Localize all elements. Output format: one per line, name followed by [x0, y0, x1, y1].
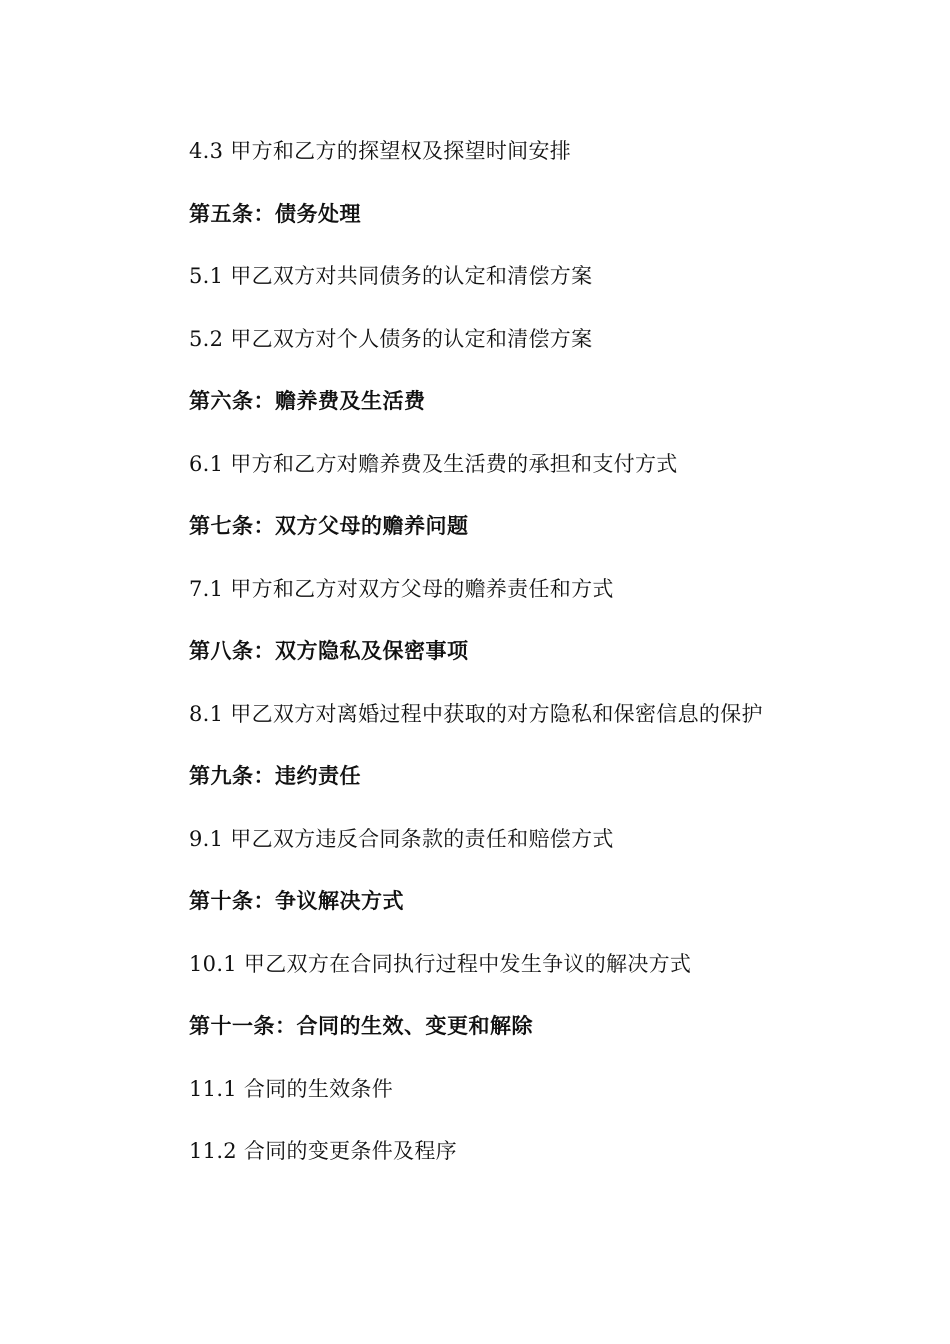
clause-item-11-2: 11.2 合同的变更条件及程序	[189, 1139, 457, 1163]
article-heading-9: 第九条：违约责任	[189, 764, 361, 788]
clause-item-11-1: 11.1 合同的生效条件	[189, 1076, 394, 1101]
clause-item-5-2: 5.2 甲乙双方对个人债务的认定和清偿方案	[189, 326, 593, 351]
article-heading-6: 第六条：赡养费及生活费	[189, 389, 426, 413]
clause-item-6-1: 6.1 甲方和乙方对赡养费及生活费的承担和支付方式	[189, 451, 678, 476]
article-heading-7: 第七条：双方父母的赡养问题	[189, 514, 469, 538]
article-heading-8: 第八条：双方隐私及保密事项	[189, 639, 469, 663]
clause-item-9-1: 9.1 甲乙双方违反合同条款的责任和赔偿方式	[189, 826, 614, 851]
article-heading-11: 第十一条：合同的生效、变更和解除	[189, 1014, 533, 1038]
clause-item-7-1: 7.1 甲方和乙方对双方父母的赡养责任和方式	[189, 576, 614, 601]
clause-item-10-1: 10.1 甲乙双方在合同执行过程中发生争议的解决方式	[189, 951, 692, 976]
clause-item-5-1: 5.1 甲乙双方对共同债务的认定和清偿方案	[189, 264, 593, 288]
article-heading-5: 第五条：债务处理	[189, 201, 361, 226]
article-heading-10: 第十条：争议解决方式	[189, 889, 404, 913]
document-body	[189, 134, 869, 1197]
clause-item-8-1: 8.1 甲乙双方对离婚过程中获取的对方隐私和保密信息的保护	[189, 701, 763, 726]
clause-item-4-3: 4.3 甲方和乙方的探望权及探望时间安排	[189, 139, 572, 163]
